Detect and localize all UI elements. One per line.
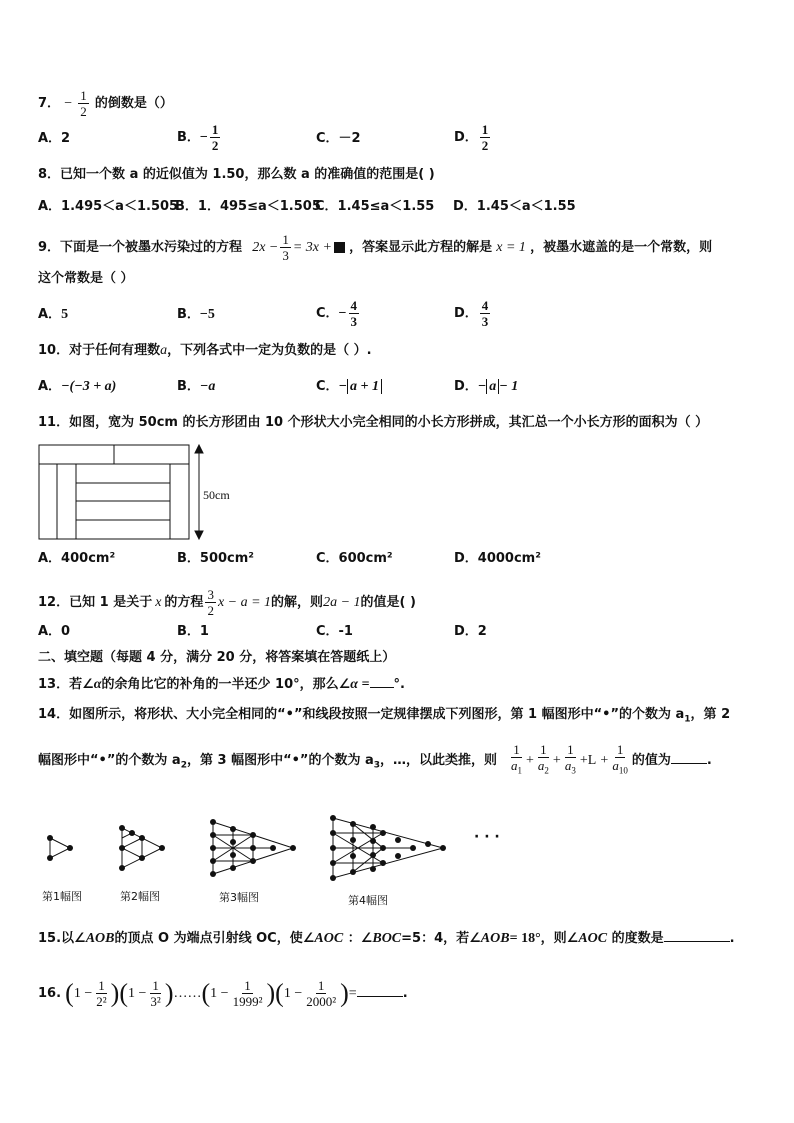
q9-option-d: D． $\frac{4}{3}$ [454, 298, 489, 329]
q9-option-c: C．− $\frac{4}{3}$ [316, 298, 358, 329]
q12-option-d: D．2 [454, 624, 487, 639]
figure-caption-1: 第1幅图 [42, 890, 82, 903]
q7-option-d: D． $\frac{1}{2}$ [454, 122, 489, 153]
q12-option-a: A．0 [38, 624, 71, 639]
figure-caption-2: 第2幅图 [120, 890, 160, 903]
figure-caption-3: 第3幅图 [219, 891, 259, 904]
q9-option-a: A．5 [38, 307, 69, 322]
figure-caption-4: 第4幅图 [348, 894, 388, 907]
q8-option-d: D．1.45＜a＜1.55 [453, 199, 576, 214]
q7-option-a: A．2 [38, 131, 71, 146]
q14-sum-expression: $\frac{1}{a_1}$ + $\frac{1}{a_2}$ + $\frac{1}{a_3}$ +L + $\frac{1}{a_{10}}$ 的值为 . [511, 742, 712, 776]
q11-option-a: A．400cm² [38, 551, 116, 566]
q14-stem-line2: 幅图形中“•”的个数为 $a_2$，第 3 幅图形中“•”的个数为 $a_3$，…，以此类推，则 [38, 753, 498, 771]
q7-option-b: B．− $\frac{1}{2}$ [177, 122, 219, 153]
q11-option-d: D．4000cm² [454, 551, 541, 566]
q8-option-b: B．1．495≤a＜1.505 [175, 199, 321, 214]
q10-stem: 10．对于任何有理数a，下列各式中一定为负数的是（ ）. [38, 343, 372, 358]
q11-option-b: B．500cm² [177, 551, 254, 566]
q8-stem: 8．已知一个数 a 的近似值为 1.50，那么数 a 的准确值的范围是( ) [38, 167, 435, 182]
q13-stem: 13．若∠α的余角比它的补角的一半还少 10°，那么∠α = °. [38, 677, 405, 692]
q10-option-a: A．−(−3 + a) [38, 379, 117, 394]
q14-stem: 14．如图所示，将形状、大小完全相同的“•”和线段按照一定规律摆成下列图形，第 1 幅图形中“•”的个数为 $a_1$，第 2 [38, 707, 731, 725]
q9-stem: 9．下面是一个被墨水污染过的方程 2x − $\frac{1}{3}$ = 3x + ，答案显示此方程的解是 x = 1 ，被墨水遮盖的是一个常数，则 [38, 232, 713, 263]
q10-option-d: D．− a − 1 [454, 379, 519, 394]
q16-expression: 16. (1 − $\frac{1}{\text{2²}}$ )(1 − $\frac{1}{\text{3²}}$ )……(1 − $\frac{1}{\text{1999²}}$ )(1 − $\frac{1}{\text{2000²}}$ )= . [38, 978, 408, 1009]
q9-option-b: B．−5 [177, 307, 215, 322]
ellipsis: · · · [474, 829, 500, 845]
q7-option-c: C．－2 [316, 131, 361, 146]
q12-stem: 12．已知 1 是关于 x 的方程 $\frac{3}{2}$ x − a = 1的解，则2a − 1的值是( ) [38, 587, 416, 618]
fraction: $\frac{1}{2}$ [80, 88, 87, 119]
q8-option-a: A．1.495＜a＜1.505 [38, 199, 179, 214]
section-heading: 二、填空题（每题 4 分，满分 20 分，将答案填在答题纸上） [38, 650, 396, 665]
q9-stem-line2: 这个常数是（ ） [38, 271, 134, 286]
q7-stem: 7． − $\frac{1}{2}$ 的倒数是（） [38, 88, 173, 119]
q15-stem: 15.以∠AOB的顶点 O 为端点引射线 OC，使∠AOC ：∠BOC=5：4，若∠AOB= 18°，则∠AOC 的度数是 . [38, 931, 735, 946]
q10-option-c: C．− a + 1 [316, 378, 382, 396]
q12-option-c: C．-1 [316, 624, 353, 639]
q8-option-c: C．1.45≤a＜1.55 [315, 199, 435, 214]
q11-option-c: C．600cm² [316, 551, 393, 566]
q12-option-b: B．1 [177, 624, 209, 639]
ink-blot [334, 242, 345, 253]
q10-option-b: B．−a [177, 379, 216, 394]
q11-stem: 11．如图，宽为 50cm 的长方形团由 10 个形状大小完全相同的小长方形拼成，其汇总一个小长方形的面积为（ ） [38, 415, 709, 430]
dimension-label: 50cm [203, 488, 230, 502]
